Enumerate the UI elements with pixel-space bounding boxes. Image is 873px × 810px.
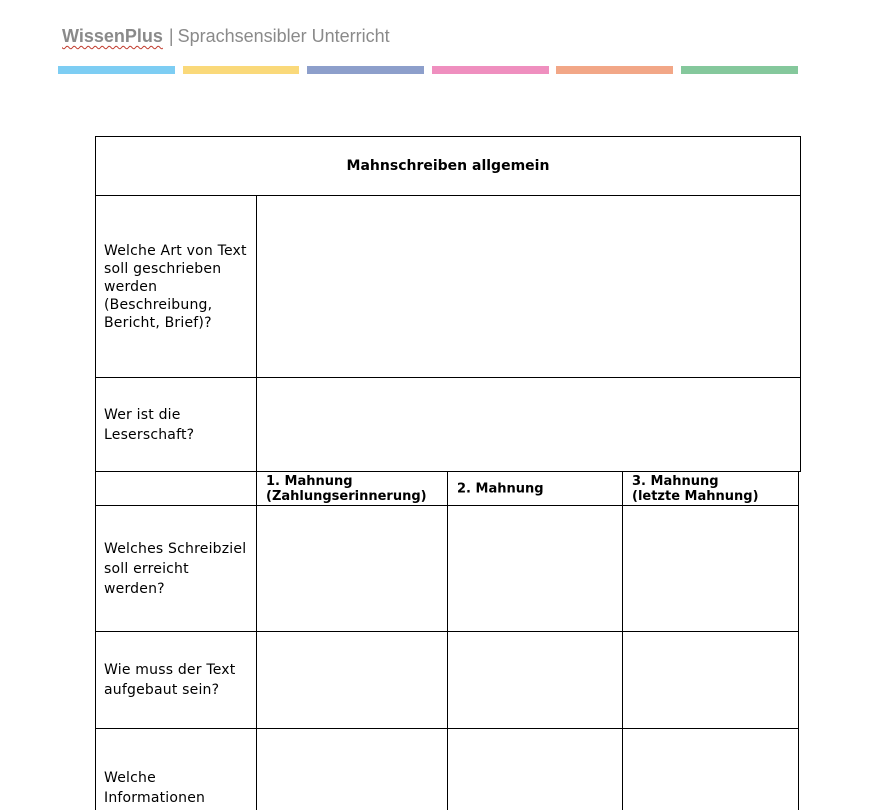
color-stripe-segment bbox=[58, 66, 175, 74]
header-separator: | bbox=[168, 26, 174, 46]
answer-field-structure-1[interactable] bbox=[256, 631, 448, 729]
answer-field-information-3[interactable] bbox=[622, 728, 799, 810]
column-header-1 bbox=[256, 471, 448, 506]
color-stripe-segment bbox=[183, 66, 299, 74]
question-cell-goal bbox=[95, 505, 257, 632]
table-title-cell bbox=[95, 136, 801, 196]
answer-field-structure-3[interactable] bbox=[622, 631, 799, 729]
document-header bbox=[62, 26, 390, 47]
question-cell-readership bbox=[95, 377, 257, 472]
answer-field-information-1[interactable] bbox=[256, 728, 448, 810]
answer-field-readership[interactable] bbox=[256, 377, 801, 472]
answer-field-goal-3[interactable] bbox=[622, 505, 799, 632]
answer-field-goal-2[interactable] bbox=[447, 505, 623, 632]
question-cell-information bbox=[95, 728, 257, 810]
answer-field-information-2[interactable] bbox=[447, 728, 623, 810]
color-stripe-segment bbox=[556, 66, 673, 74]
worksheet-title: Mahnschreiben allgemein bbox=[346, 158, 550, 174]
question-cell-structure bbox=[95, 631, 257, 729]
column-header-empty bbox=[95, 471, 257, 506]
column-header-label: 3. Mahnung (letzte Mahnung) bbox=[632, 473, 759, 504]
brand-name: WissenPlus bbox=[62, 26, 163, 46]
question-cell-text-type bbox=[95, 195, 257, 378]
question-structure: Wie muss der Text aufgebaut sein? bbox=[104, 662, 236, 698]
answer-field-text-type[interactable] bbox=[256, 195, 801, 378]
column-header-3 bbox=[622, 471, 799, 506]
column-header-label: 2. Mahnung bbox=[457, 481, 544, 496]
worksheet-table bbox=[95, 136, 801, 810]
question-information: Welche Informationen bbox=[104, 770, 206, 806]
answer-field-goal-1[interactable] bbox=[256, 505, 448, 632]
question-text-type: Welche Art von Text soll geschrieben werden (Beschreibung, Bericht, Brief)? bbox=[104, 242, 247, 331]
color-stripe-segment bbox=[307, 66, 424, 74]
color-stripe-segment bbox=[432, 66, 549, 74]
question-readership: Wer ist die Leserschaft? bbox=[104, 406, 195, 443]
answer-field-structure-2[interactable] bbox=[447, 631, 623, 729]
header-subtitle: Sprachsensibler Unterricht bbox=[177, 26, 390, 46]
color-stripe-segment bbox=[681, 66, 798, 74]
column-header-label: 1. Mahnung (Zahlungserinnerung) bbox=[266, 473, 427, 504]
question-goal: Welches Schreibziel soll erreicht werden? bbox=[104, 540, 247, 597]
column-header-2 bbox=[447, 471, 623, 506]
